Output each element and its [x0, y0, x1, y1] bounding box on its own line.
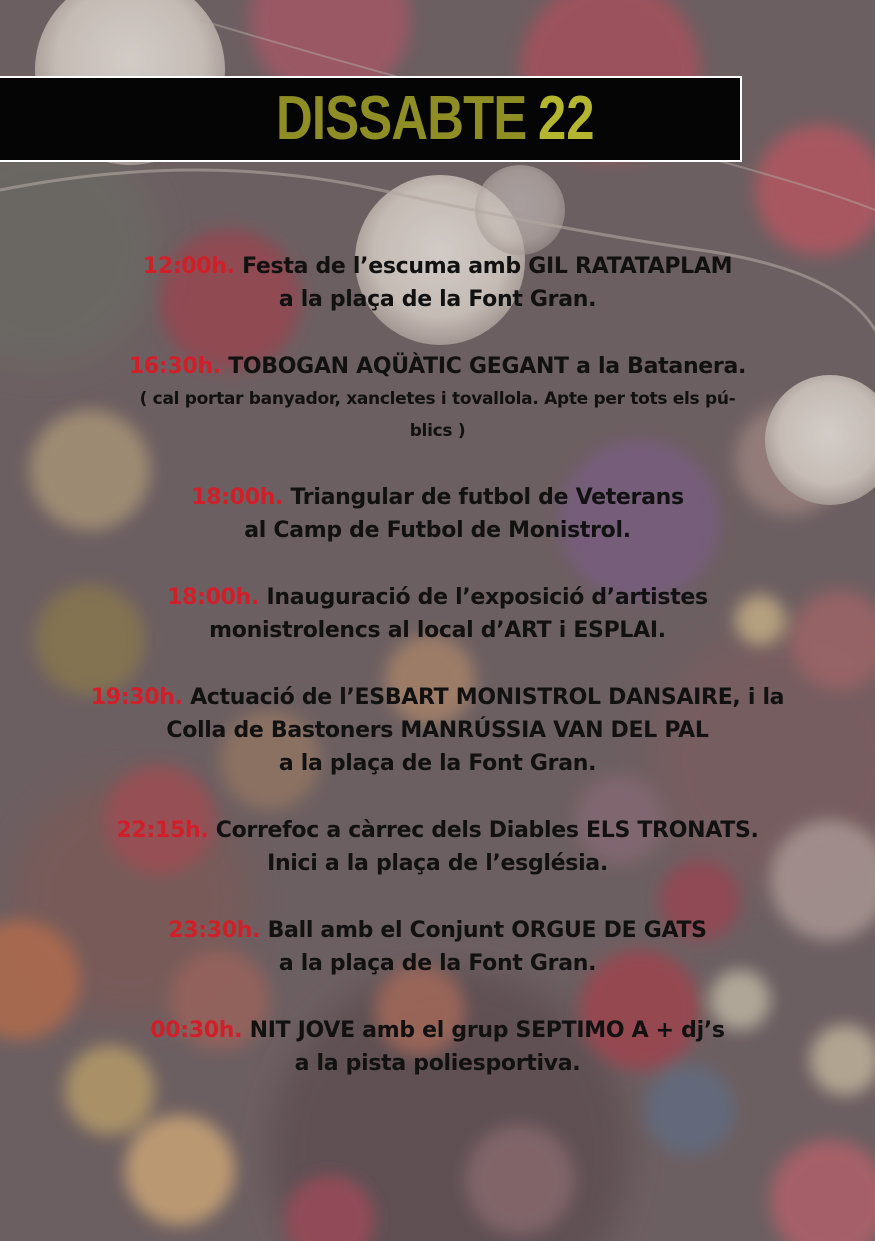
- event-line: a la plaça de la Font Gran.: [278, 287, 597, 312]
- event-line: [60, 1014, 815, 1047]
- event-time: 16:30h.: [128, 354, 221, 379]
- day-name: DISSABTE: [276, 84, 527, 153]
- day-title: [276, 86, 595, 152]
- event-line: [60, 814, 815, 847]
- event-item: [60, 350, 815, 447]
- event-line: a la pista poliesportiva.: [294, 1051, 581, 1076]
- event-text: TOBOGAN AQÜÀTIC GEGANT a la Batanera.: [228, 354, 747, 379]
- event-line: Inici a la plaça de l’església.: [267, 851, 608, 876]
- event-note: blics ): [409, 421, 466, 441]
- event-line: [60, 350, 815, 383]
- event-item: [30, 681, 845, 780]
- event-item: [60, 250, 815, 316]
- event-line: monistrolencs al local d’ART i ESPLAI.: [209, 618, 666, 643]
- event-text: Actuació de l’ESBART MONISTROL DANSAIRE, i la: [190, 685, 785, 710]
- event-item: [60, 914, 815, 980]
- event-text: NIT JOVE amb el grup SEPTIMO A + dj’s: [249, 1018, 725, 1043]
- event-line: [60, 250, 815, 283]
- day-title-banner: [0, 76, 742, 162]
- event-line: [60, 481, 815, 514]
- event-time: 12:00h.: [142, 254, 235, 279]
- event-schedule: [0, 250, 875, 1114]
- event-time: 19:30h.: [90, 685, 183, 710]
- event-item: [60, 581, 815, 647]
- day-number: 22: [537, 84, 595, 153]
- event-line: Colla de Bastoners MANRÚSSIA VAN DEL PAL: [166, 718, 709, 743]
- event-text: Correfoc a càrrec dels Diables ELS TRONATS.: [215, 818, 759, 843]
- event-time: 18:00h.: [167, 585, 260, 610]
- event-text: Ball amb el Conjunt ORGUE DE GATS: [267, 918, 707, 943]
- event-time: 22:15h.: [116, 818, 209, 843]
- event-note: ( cal portar banyador, xancletes i tovallola. Apte per tots els pú-: [139, 389, 736, 409]
- event-time: 18:00h.: [191, 485, 284, 510]
- event-time: 23:30h.: [168, 918, 261, 943]
- event-text: Inauguració de l’exposició d’artistes: [266, 585, 708, 610]
- event-line: al Camp de Futbol de Monistrol.: [244, 518, 631, 543]
- event-line: [60, 581, 815, 614]
- event-text: Triangular de futbol de Veterans: [290, 485, 684, 510]
- event-line: a la plaça de la Font Gran.: [278, 951, 597, 976]
- event-text: Festa de l’escuma amb GIL RATATAPLAM: [242, 254, 733, 279]
- event-time: 00:30h.: [150, 1018, 243, 1043]
- event-line: [60, 914, 815, 947]
- event-item: [60, 481, 815, 547]
- event-line: a la plaça de la Font Gran.: [278, 751, 597, 776]
- event-line: [30, 681, 845, 714]
- event-item: [60, 1014, 815, 1080]
- event-item: [60, 814, 815, 880]
